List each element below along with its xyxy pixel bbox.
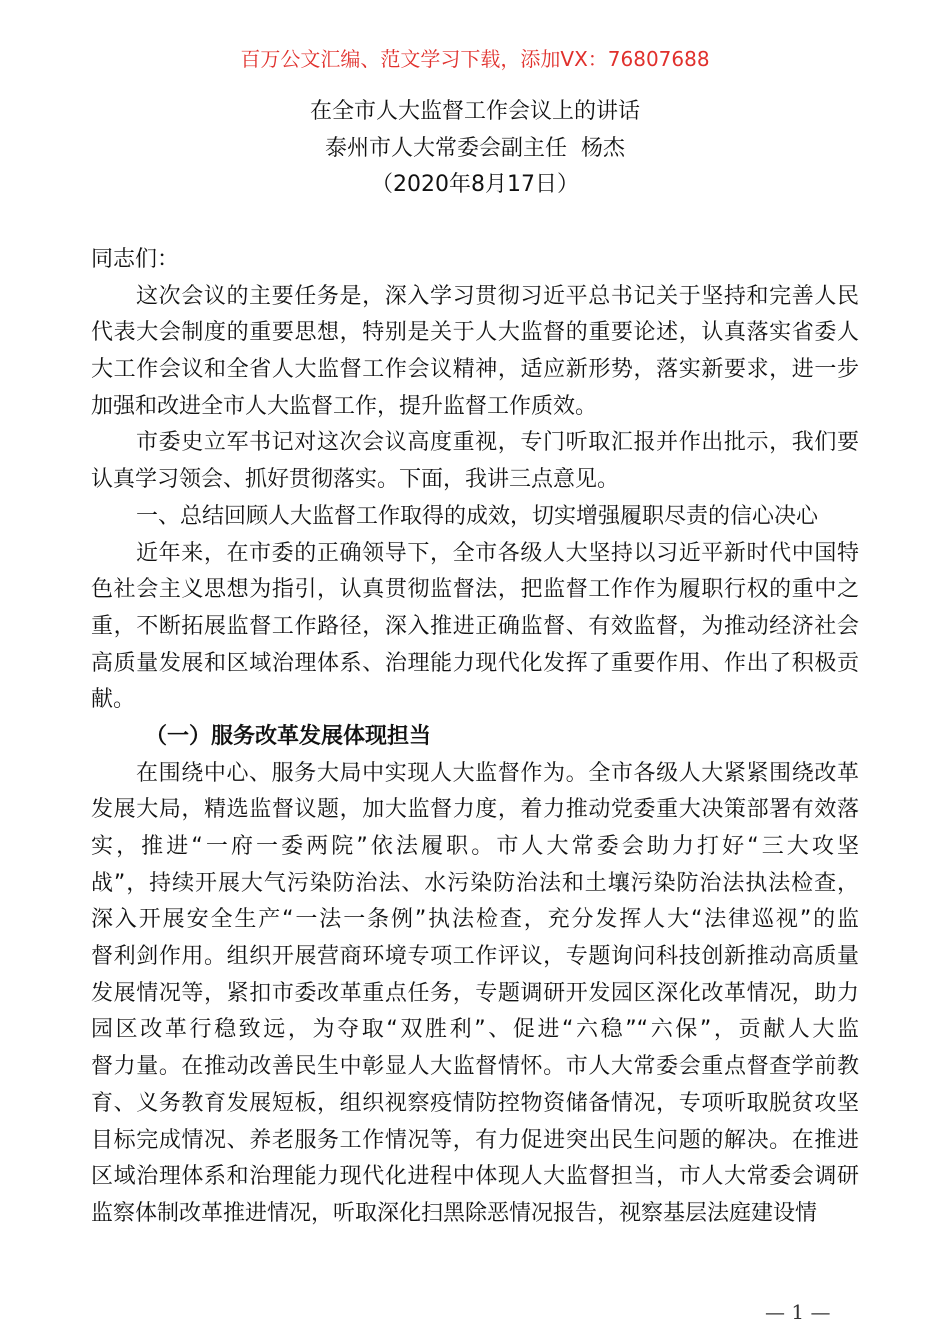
text-line: 一、总结回顾人大监督工作取得的成效，切实增强履职尽责的信心决心 (136, 503, 819, 529)
text-line: 在围绕中心、服务大局中实现人大监督作为。全市各级人大紧紧围绕改革 (136, 760, 859, 786)
text-line: 深入开展安全生产“一法一条例”执法检查，充分发挥人大“法律巡视”的监 (91, 907, 859, 933)
text-line: 区域治理体系和治理能力现代化进程中体现人大监督担当，市人大常委会调研 (91, 1164, 859, 1190)
text-line: 战”，持续开展大气污染防治法、水污染防治法和土壤污染防治法执法检查， (91, 870, 859, 896)
text-line: 发展情况等，紧扣市委改革重点任务，专题调研开发园区深化改革情况，助力 (91, 980, 859, 1006)
document-title: 在全市人大监督工作会议上的讲话 (309, 99, 640, 124)
text-line: 献。 (91, 687, 136, 713)
text-line: 大工作会议和全省人大监督工作会议精神，适应新形势，落实新要求，进一步 (91, 357, 859, 383)
document-body (91, 242, 859, 1233)
date-line: （2020年8月17日） (371, 172, 579, 197)
text-line: 发展大局，精选监督议题，加大监督力度，着力推动党委重大决策部署有效落 (91, 797, 859, 823)
text-line: 加强和改进全市人大监督工作，提升监督工作质效。 (91, 393, 598, 419)
text-line: 监察体制改革推进情况，听取深化扫黑除恶情况报告，视察基层法庭建设情 (91, 1200, 818, 1226)
section-heading (91, 719, 859, 756)
page-number: — 1 — (765, 1300, 831, 1324)
text-line: 园区改革行稳致远，为夺取“双胜利”、促进“六稳”“六保”，贡献人大监 (91, 1017, 859, 1043)
text-line: 认真学习领会、抓好贯彻落实。下面，我讲三点意见。 (91, 467, 620, 493)
text-line: 督力量。在推动改善民生中彰显人大监督情怀。市人大常委会重点督查学前教 (91, 1054, 859, 1080)
text-line: 这次会议的主要任务是，深入学习贯彻习近平总书记关于坚持和完善人民 (136, 283, 859, 309)
paragraph (91, 536, 859, 719)
watermark-banner: 百万公文汇编、范文学习下载，添加VX：76807688 (240, 47, 710, 71)
text-line: 近年来，在市委的正确领导下，全市各级人大坚持以习近平新时代中国特 (136, 540, 859, 566)
text-line: （一）服务改革发展体现担当 (145, 723, 432, 749)
salutation (91, 242, 859, 279)
text-line: 育、义务教育发展短板，组织视察疫情防控物资储备情况，专项听取脱贫攻坚 (91, 1090, 859, 1116)
paragraph (91, 499, 859, 536)
paragraph (91, 756, 859, 1233)
speaker-line: 泰州市人大常委会副主任 杨杰 (325, 136, 625, 161)
text-line: 高质量发展和区域治理体系、治理能力现代化发挥了重要作用、作出了积极贡 (91, 650, 859, 676)
text-line: 重，不断拓展监督工作路径，深入推进正确监督、有效监督，为推动经济社会 (91, 613, 859, 639)
paragraph (91, 279, 859, 426)
text-line: 督利剑作用。组织开展营商环境专项工作评议，专题询问科技创新推动高质量 (91, 944, 859, 970)
paragraph (91, 425, 859, 498)
text-line: 市委史立军书记对这次会议高度重视，专门听取汇报并作出批示，我们要 (136, 430, 859, 456)
text-line: 目标完成情况、养老服务工作情况等，有力促进突出民生问题的解决。在推进 (91, 1127, 859, 1153)
text-line: 同志们： (91, 247, 180, 272)
text-line: 代表大会制度的重要思想，特别是关于人大监督的重要论述，认真落实省委人 (91, 320, 859, 346)
text-line: 色社会主义思想为指引，认真贯彻监督法，把监督工作作为履职行权的重中之 (91, 577, 859, 603)
text-line: 实，推进“一府一委两院”依法履职。市人大常委会助力打好“三大攻坚 (91, 834, 859, 859)
